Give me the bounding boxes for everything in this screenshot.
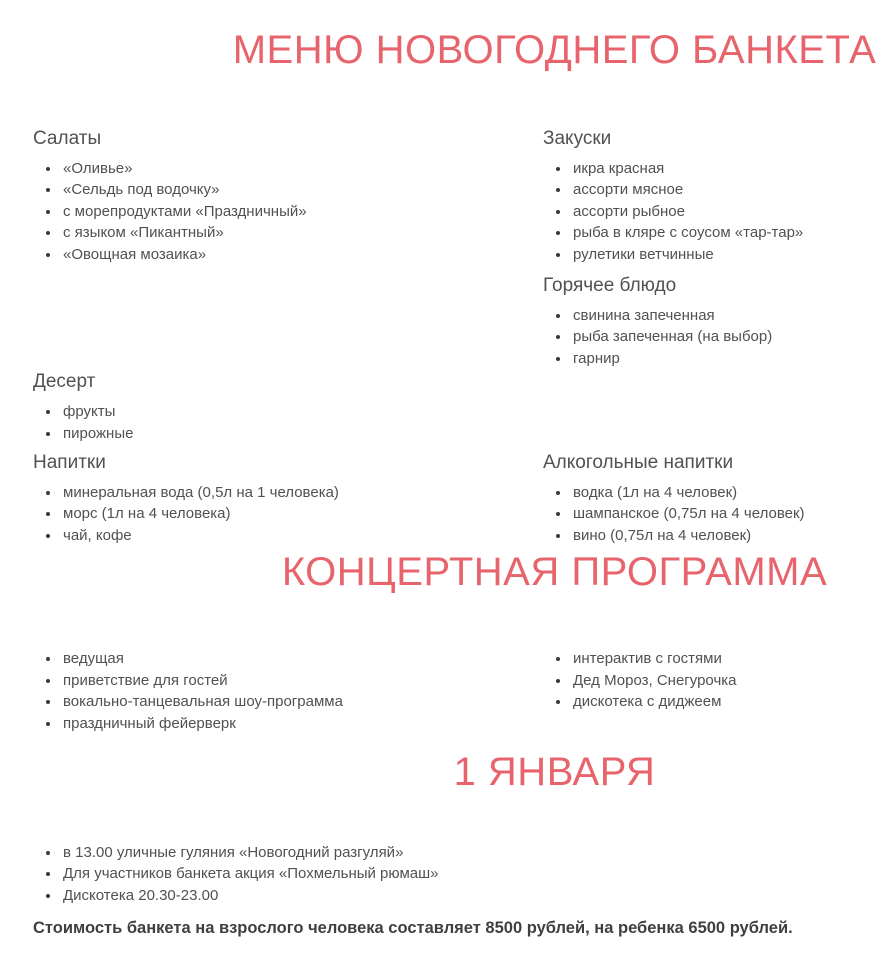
list-item: • икра красная [571, 158, 880, 179]
list-item: • рыба запеченная (на выбор) [571, 326, 880, 347]
list-item: • пирожные [61, 423, 543, 444]
concert-right-list [543, 648, 880, 712]
list-item: • с морепродуктами «Праздничный» [61, 201, 543, 222]
list-item: • рулетики ветчинные [571, 244, 880, 265]
concert-left [33, 642, 543, 734]
menu-row-1 [33, 126, 880, 369]
list-item: • шампанское (0,75л на 4 человек) [571, 503, 880, 524]
list-item: • праздничный фейерверк [61, 713, 543, 734]
list-item: • гарнир [571, 348, 880, 369]
menu-row-1-right [543, 126, 880, 369]
section-drinks [33, 450, 543, 546]
list-item: • Дед Мороз, Снегурочка [571, 670, 880, 691]
list-item: • вино (0,75л на 4 человек) [571, 525, 880, 546]
section-salads [33, 126, 543, 265]
concert-right [543, 642, 880, 734]
list-item: • «Оливье» [61, 158, 543, 179]
list-item: • морс (1л на 4 человека) [61, 503, 543, 524]
list-item: • чай, кофе [61, 525, 543, 546]
appetizers-list [543, 158, 880, 265]
alcohol-list [543, 482, 880, 546]
hot-dish-heading: Горячее блюдо [543, 275, 677, 297]
dessert-list [33, 401, 543, 444]
list-item: • рыба в кляре с соусом «тар-тар» [571, 222, 880, 243]
list-item: • ассорти мясное [571, 179, 880, 200]
list-item: • ассорти рыбное [571, 201, 880, 222]
list-item: • с языком «Пикантный» [61, 222, 543, 243]
list-item: • водка (1л на 4 человек) [571, 482, 880, 503]
list-item: • приветствие для гостей [61, 670, 543, 691]
january-list [33, 842, 880, 906]
list-item: • «Сельдь под водочку» [61, 179, 543, 200]
menu-row-2 [33, 369, 880, 444]
menu-row-2-left [33, 369, 543, 444]
menu-row-1-left [33, 126, 543, 369]
page-title: МЕНЮ НОВОГОДНЕГО БАНКЕТА [232, 28, 877, 72]
list-item: • интерактив с гостями [571, 648, 880, 669]
list-item: • дискотека с диджеем [571, 691, 880, 712]
concert-left-list [33, 648, 543, 734]
list-item: • фрукты [61, 401, 543, 422]
menu-row-3-left [33, 450, 543, 546]
concert-program-heading: КОНЦЕРТНАЯ ПРОГРАММА [281, 550, 828, 595]
section-dessert [33, 369, 543, 444]
list-item: • вокально-танцевальная шоу-программа [61, 691, 543, 712]
section-appetizers [543, 126, 880, 265]
list-item: • в 13.00 уличные гуляния «Новогодний разгуляй» [61, 842, 880, 863]
concert-columns [33, 642, 880, 734]
salads-heading: Салаты [33, 128, 102, 149]
dessert-heading: Десерт [33, 371, 96, 393]
list-item: • минеральная вода (0,5л на 1 человека) [61, 482, 543, 503]
list-item: • Для участников банкета акция «Похмельный рюмаш» [61, 863, 880, 884]
january-1-heading: 1 ЯНВАРЯ [453, 749, 656, 794]
list-item: • свинина запеченная [571, 305, 880, 326]
menu-row-3 [33, 450, 880, 546]
price-note: Стоимость банкета на взрослого человека составляет 8500 рублей, на ребенка 6500 рублей. [33, 919, 793, 938]
list-item: • Дискотека 20.30-23.00 [61, 885, 880, 906]
menu-row-3-right [543, 450, 880, 546]
menu-row-2-right [543, 369, 880, 444]
list-item: • ведущая [61, 648, 543, 669]
appetizers-heading: Закуски [543, 128, 612, 149]
section-alcohol [543, 450, 880, 546]
drinks-list [33, 482, 543, 546]
hot-dish-list [543, 305, 880, 369]
drinks-heading: Напитки [33, 452, 106, 474]
section-hot-dish [543, 273, 880, 369]
alcohol-heading: Алкогольные напитки [543, 452, 734, 474]
salads-list [33, 158, 543, 265]
list-item: • «Овощная мозаика» [61, 244, 543, 265]
